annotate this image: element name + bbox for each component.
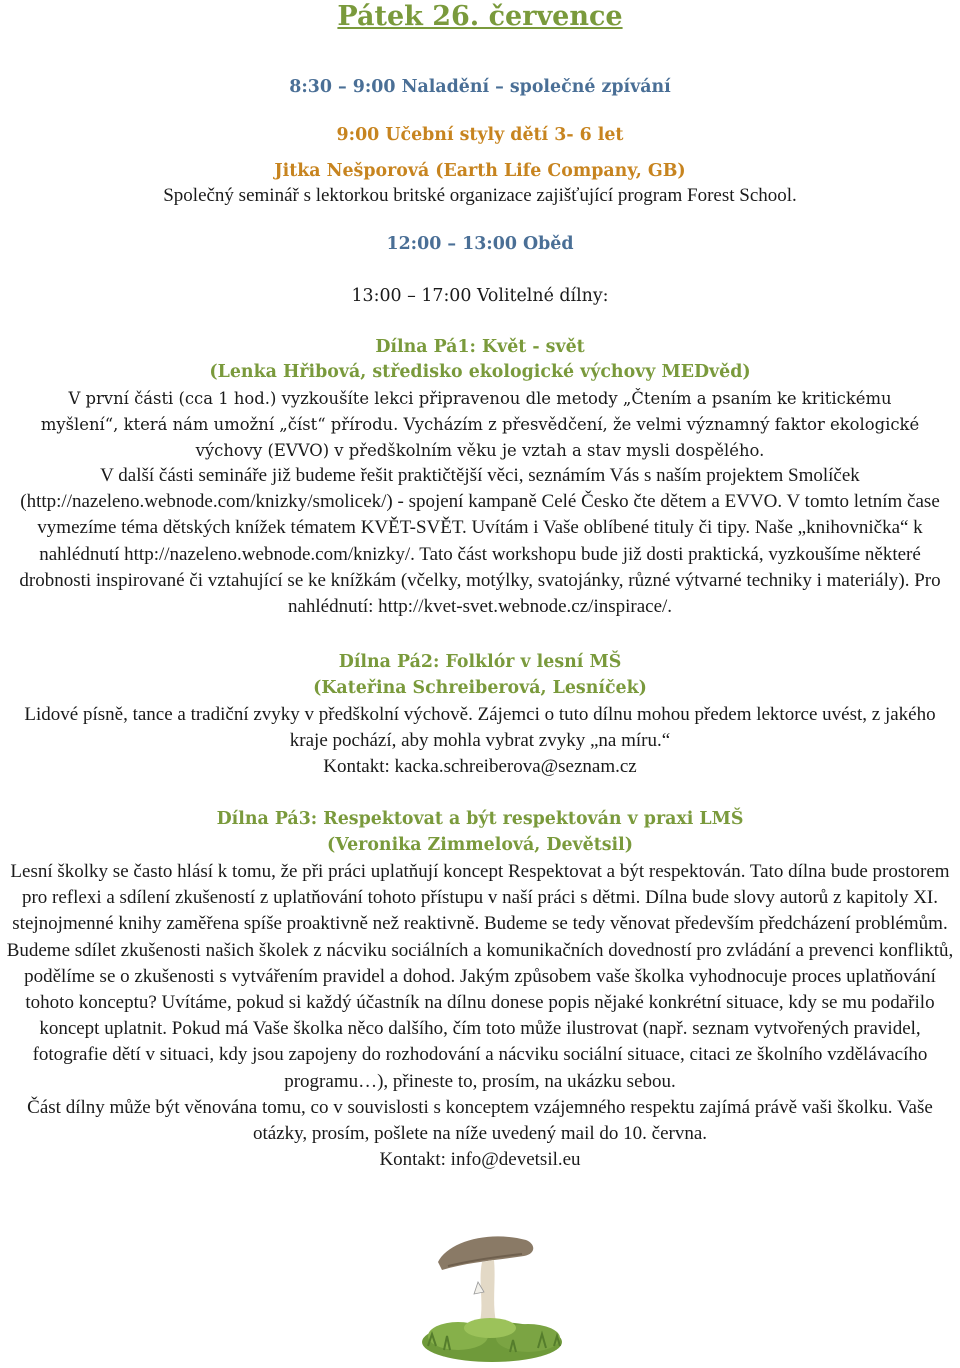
pa2-body-text: Lidové písně, tance a tradiční zvyky v předškolní výchově. Zájemci o tuto dílnu mohou předem lektorce uvést, z jakého kraje pochází, aby mohla vybrat zvyky „na míru.“ — [24, 704, 936, 752]
pa1-line1: V první části (cca 1 hod.) vyzkoušíte lekci připravenou dle metody „Čtením a psaním ke kritickému — [68, 389, 892, 408]
pa3-subtitle: (Veronika Zimmelová, Devětsil) — [326, 835, 633, 855]
item-workshops: 13:00 – 17:00 Volitelné dílny: — [351, 286, 609, 306]
pa1-line3: výchovy (EVVO) v předškolním věku je vztah a stav mysli dospělého. — [195, 441, 765, 460]
pa1-title: Dílna Pá1: Květ - svět — [375, 337, 585, 357]
item-lecturer: Jitka Nešporová (Earth Life Company, GB) — [274, 161, 686, 181]
pa3-contact: Kontakt: info@devetsil.eu — [379, 1149, 581, 1171]
pa1-line2: myšlení“, která nám umožní „číst“ přírodu. Vycházím z přesvědčení, že velmi významný faktor ekologické — [40, 415, 920, 434]
item-singing: 8:30 – 9:00 Naladění – společné zpívání — [289, 77, 671, 97]
pa1-body — [4, 463, 956, 620]
pa3-title: Dílna Pá3: Respektovat a být respektován v praxi LMŠ — [216, 809, 744, 829]
lunch-text: 12:00 – 13:00 Oběd — [386, 234, 574, 254]
moss-top — [464, 1318, 516, 1338]
pa1-body-text: V další části semináře již budeme řešit praktičtější věci, seznámím Vás s naším projektem Smolíček (http://nazeleno.webnode.com/knizky/smolicek/) - spojení kampaně Celé Česko čte dětem a EVVO. V tomto letním čase vymezíme téma dětských knížek tématem KVĚT-SVĚT. Uvítám i Vaše oblíbené tituly či tipy. Naše „knihovnička“ k nahlédnutí http://nazeleno.webnode.com/knizky/. Tato část workshopu bude již dosti praktická, vyzkoušíme některé drobnosti inspirované či vztahující se ke knížkám (včelky, motýlky, svatojánky, různé výtvarné techniky i materiály). Pro nahlédnutí: http://kvet-svet.webnode.cz/inspirace/. — [19, 465, 941, 618]
pa2-contact: Kontakt: kacka.schreiberova@seznam.cz — [323, 756, 637, 778]
pa1-subtitle: (Lenka Hřibová, středisko ekologické výchovy MEDvěd) — [209, 362, 751, 382]
pa2-subtitle: (Kateřina Schreiberová, Lesníček) — [313, 678, 647, 698]
pa2-title: Dílna Pá2: Folklór v lesní MŠ — [338, 652, 622, 672]
pa2-body — [4, 702, 956, 781]
item-learning-styles: 9:00 Učební styly dětí 3- 6 let — [336, 125, 624, 145]
pa3-body2: Část dílny může být věnována tomu, co v souvislosti s konceptem vzájemného respektu zajímá právě vaši školku. Vaše otázky, prosím, pošlete na níže uvedený mail do 10. června. — [27, 1096, 933, 1145]
mushroom-moss-icon — [418, 1222, 566, 1364]
pa3-body — [4, 859, 956, 1173]
item-lunch — [0, 232, 960, 256]
pa3-body-text: Lesní školky se často hlásí k tomu, že při práci uplatňují koncept Respektovat a být respektován. Tato dílna bude prostorem pro reflexi a sdílení zkušeností z uplatňování tohoto přístupu v naší práci s dětmi. Dílna bude slovy autorů z kapitoly XI. stejnojmenné knihy zaměřena spíše proaktivně než reaktivně. Budeme se tedy věnovat především předcházení problémům. Budeme sdílet zkušenosti našich školek z nácviku sociálních a komunikačních dovedností pro zvládání a prevenci konfliktů, podělíme se o zkušenosti s vytvářením pravidel a dohod. Jakým způsobem vaše školka vyhodnocuje proces uplatňování tohoto konceptu? Uvítáme, pokud si každý účastník na dílnu donese popis nějaké konkrétní situace, kdy se mu podařilo koncept uplatnit. Pokud má Vaše školka něco dalšího, čím toto může ilustrovat (např. seznam vytvořených pravidel, fotografie dětí v situaci, kdy jsou zapojeny do rozhodování a nácviku sociální situace, citaci ze školního vzdělávacího programu…), přineste to, prosím, na ukázku sebou. — [6, 861, 954, 1092]
item-seminar-desc: Společný seminář s lektorkou britské organizace zajišťující program Forest School. — [163, 185, 797, 206]
page-title: Pátek 26. července — [337, 1, 623, 32]
